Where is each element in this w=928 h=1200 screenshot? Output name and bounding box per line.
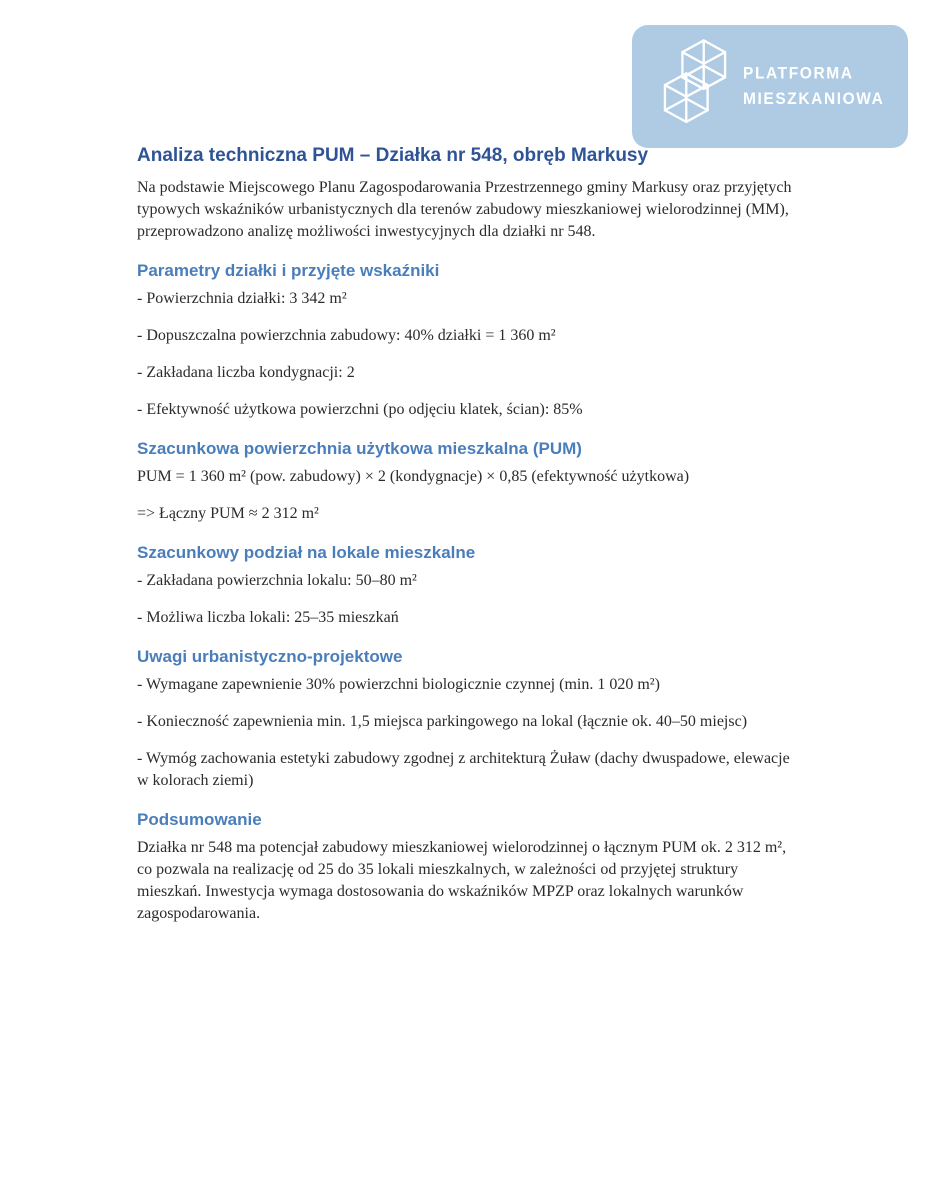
section-heading-podsumowanie: Podsumowanie xyxy=(137,810,262,829)
body-paragraph: - Powierzchnia działki: 3 342 m² xyxy=(137,290,347,307)
body-paragraph: PUM = 1 360 m² (pow. zabudowy) × 2 (kondygnacje) × 0,85 (efektywność użytkowa) xyxy=(137,468,690,485)
body-paragraph: - Zakładana liczba kondygnacji: 2 xyxy=(137,364,355,381)
document-content xyxy=(137,144,795,925)
body-paragraph: - Dopuszczalna powierzchnia zabudowy: 40% działki = 1 360 m² xyxy=(137,327,556,344)
intro-paragraph: Na podstawie Miejscowego Planu Zagospodarowania Przestrzennego gminy Markusy oraz przyjętych typowych wskaźników urbanistycznych dla terenów zabudowy mieszkaniowej wielorodzinnej (MM), przeprowadzono analizę możliwości inwestycyjnych dla działki nr 548. xyxy=(137,179,792,240)
platforma-mieszkaniowa-logo xyxy=(632,25,908,148)
logo-text-line1: PLATFORMA xyxy=(743,64,854,83)
body-paragraph: - Wymagane zapewnienie 30% powierzchni biologicznie czynnej (min. 1 020 m²) xyxy=(137,676,660,693)
body-paragraph: - Możliwa liczba lokali: 25–35 mieszkań xyxy=(137,609,399,626)
stacked-wireframe-cubes-icon xyxy=(663,38,727,136)
body-paragraph: - Zakładana powierzchnia lokalu: 50–80 m² xyxy=(137,572,417,589)
logo-text-line2: MIESZKANIOWA xyxy=(743,89,885,108)
section-heading-pum: Szacunkowa powierzchnia użytkowa mieszkalna (PUM) xyxy=(137,439,582,458)
body-paragraph: - Konieczność zapewnienia min. 1,5 miejsca parkingowego na lokal (łącznie ok. 40–50 miejsc) xyxy=(137,713,748,730)
logo-wordmark xyxy=(743,61,884,111)
body-paragraph: - Wymóg zachowania estetyki zabudowy zgodnej z architekturą Żuław (dachy dwuspadowe, elewacje w kolorach ziemi) xyxy=(137,750,790,789)
body-paragraph: => Łączny PUM ≈ 2 312 m² xyxy=(137,505,319,522)
section-heading-parametry: Parametry działki i przyjęte wskaźniki xyxy=(137,261,440,280)
section-heading-uwagi: Uwagi urbanistyczno-projektowe xyxy=(137,647,403,666)
body-paragraph: - Efektywność użytkowa powierzchni (po odjęciu klatek, ścian): 85% xyxy=(137,401,583,418)
document-title: Analiza techniczna PUM – Działka nr 548, obręb Markusy xyxy=(137,145,649,166)
section-heading-lokale: Szacunkowy podział na lokale mieszkalne xyxy=(137,543,476,562)
summary-paragraph: Działka nr 548 ma potencjał zabudowy mieszkaniowej wielorodzinnej o łącznym PUM ok. 2 312 m², co pozwala na realizację od 25 do 35 lokali mieszkalnych, w zależności od przyjętej struktury mieszkań. Inwestycja wymaga dostosowania do wskaźników MPZP oraz lokalnych warunków zagospodarowania. xyxy=(137,839,787,922)
